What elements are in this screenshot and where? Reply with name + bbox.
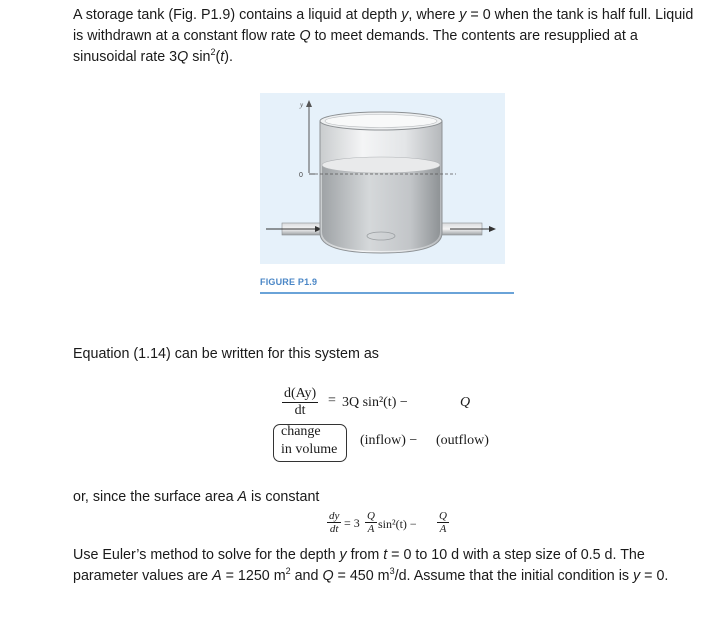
text-run: A storage tank (Fig. P1.9) contains a liquid at depth xyxy=(73,7,402,23)
var-Q: Q xyxy=(322,568,334,584)
inflow-expression: 3Q sin²(t) − xyxy=(342,395,408,410)
fraction-numerator: Q xyxy=(439,510,447,522)
text-run: = 450 m xyxy=(333,568,390,584)
text-run: and xyxy=(290,568,323,584)
text-run: or, since the surface area xyxy=(73,489,238,505)
text-run: , where xyxy=(408,7,460,23)
text-run: /d. Assume that the initial condition is xyxy=(394,568,634,584)
superscript: 2 xyxy=(285,566,291,576)
derivative-fraction xyxy=(282,386,318,419)
var-t: t xyxy=(220,49,225,65)
figure-caption: FIGURE P1.9 xyxy=(260,277,318,287)
q-over-a-fraction xyxy=(365,510,377,535)
equals-sign: = xyxy=(328,393,336,408)
outflow-arrowhead xyxy=(489,226,496,232)
var-A: A xyxy=(237,489,248,505)
fraction-denominator: A xyxy=(367,523,375,535)
fraction-numerator: dy xyxy=(329,510,340,522)
tank-figure xyxy=(260,93,505,264)
change-label: change xyxy=(281,424,321,439)
var-t: t xyxy=(383,547,388,563)
text-run: sin xyxy=(188,49,211,65)
var-y: y xyxy=(633,568,641,584)
liquid-surface xyxy=(322,157,440,173)
fraction-numerator: d(Ay) xyxy=(284,386,317,401)
fraction-numerator: Q xyxy=(367,510,375,522)
tank-illustration xyxy=(260,93,505,264)
text-run: = 0. xyxy=(640,568,669,584)
fraction-denominator: dt xyxy=(329,523,339,535)
text-run: to meet demands. The contents are resupplied at a sinusoidal rate 3 xyxy=(73,28,638,65)
dy-dt-fraction xyxy=(327,510,341,535)
y-axis-arrow xyxy=(306,100,312,107)
task-statement xyxy=(73,545,703,587)
axis-y-label: y xyxy=(300,101,304,109)
text-run: = 1250 m xyxy=(221,568,286,584)
var-Q: Q xyxy=(177,49,189,65)
caption-divider xyxy=(260,292,514,294)
inflow-label: (inflow) − xyxy=(360,433,418,448)
text-run: = 0 to 10 d with a step size of 0.5 d. The parameter values are xyxy=(73,547,645,584)
q-over-a-fraction xyxy=(437,510,449,535)
depth-ode-equation xyxy=(327,510,467,544)
outflow-expression: Q xyxy=(460,395,471,410)
constant-area-text xyxy=(73,487,319,508)
sine-term: sin²(t) − xyxy=(378,517,417,531)
text-run: ( xyxy=(215,49,221,65)
in-volume-label: in volume xyxy=(281,442,338,457)
superscript: 3 xyxy=(389,566,395,576)
var-A: A xyxy=(212,568,222,584)
problem-statement xyxy=(73,5,703,68)
text-run: = 0 when the tank is half full. Liquid is withdrawn at a constant flow rate xyxy=(73,7,694,44)
var-Q: Q xyxy=(299,28,311,44)
fraction-denominator: A xyxy=(439,523,447,535)
outflow-label: (outflow) xyxy=(436,433,489,448)
text-run: Use Euler’s method to solve for the depth xyxy=(73,547,340,563)
var-y: y xyxy=(401,7,409,23)
superscript: 2 xyxy=(210,47,216,57)
axis-zero-label: 0 xyxy=(299,172,303,179)
tank-liquid xyxy=(322,165,440,251)
text-run: ). xyxy=(224,49,233,65)
var-y: y xyxy=(459,7,467,23)
text-run: from xyxy=(346,547,384,563)
equals-three: = 3 xyxy=(344,516,360,530)
mass-balance-equation xyxy=(278,386,518,466)
fraction-denominator: dt xyxy=(294,403,306,418)
text-run: is constant xyxy=(247,489,320,505)
var-y: y xyxy=(339,547,347,563)
equation-intro: Equation (1.14) can be written for this system as xyxy=(73,346,379,362)
